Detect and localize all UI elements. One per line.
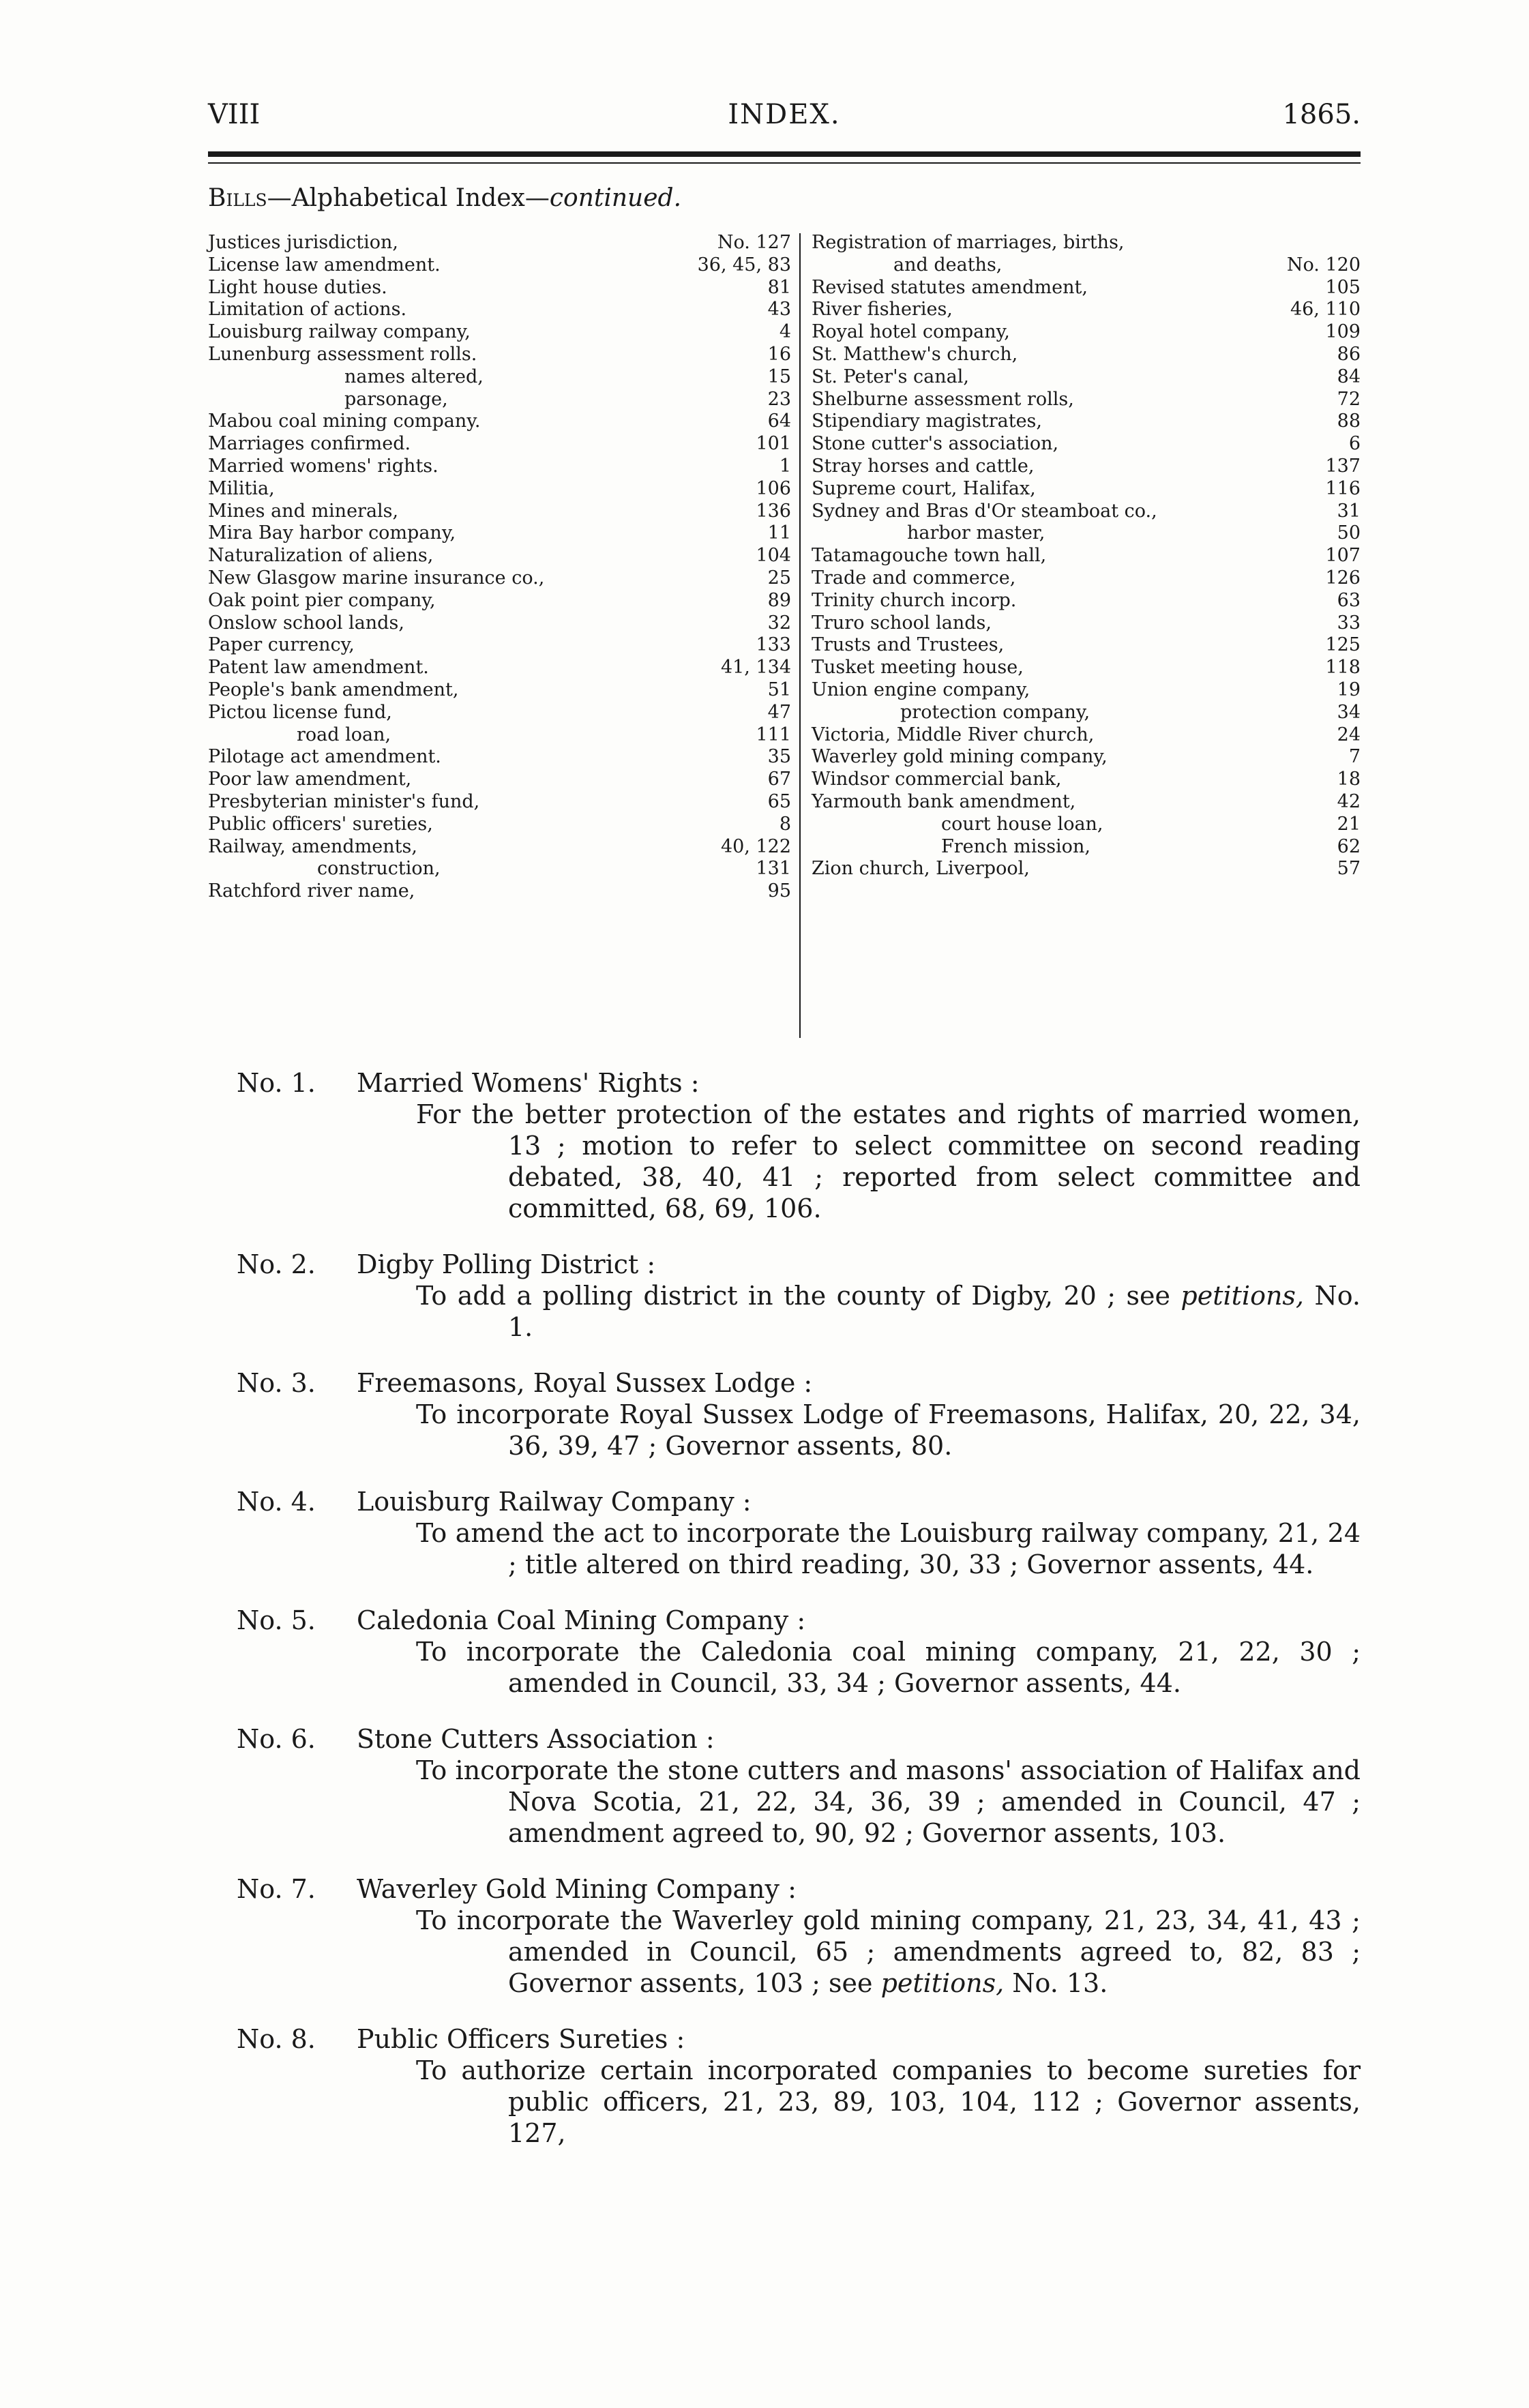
index-entry (812, 679, 1361, 702)
bill-title: Digby Polling District : (357, 1249, 656, 1279)
index-entry-label: People's bank amendment, (208, 679, 459, 700)
index-entry-label: Waverley gold mining company, (812, 746, 1108, 768)
index-entry-label: St. Peter's canal, (812, 366, 969, 387)
index-entry (812, 299, 1361, 321)
index-entry (208, 724, 791, 747)
index-entry (812, 702, 1361, 724)
index-entry-label: Stipendiary magistrates, (812, 411, 1042, 432)
index-entry-label: harbor master, (907, 522, 1045, 544)
bill-title: Waverley Gold Mining Company : (357, 1874, 797, 1904)
index-entry (812, 590, 1361, 612)
index-entry-number: 109 (1325, 321, 1361, 343)
index-entry-number: 126 (1325, 567, 1361, 589)
index-entry-label: Zion church, Liverpool, (812, 858, 1030, 880)
index-entry (208, 791, 791, 814)
index-entry (812, 411, 1361, 433)
index-entry-number: 95 (767, 880, 791, 902)
section-heading (208, 184, 681, 212)
index-entry-number: 11 (767, 522, 791, 544)
index-entry (208, 746, 791, 769)
bill-description-text: To amend the act to incorporate the Louisburg railway company, 21, 24 ; title altered on third reading, 30, 33 ; Governor assents, 44. (416, 1518, 1361, 1579)
index-entry (208, 321, 791, 344)
running-head (208, 99, 1361, 140)
index-entry-number: 62 (1337, 835, 1361, 857)
index-entry-number: 4 (779, 321, 791, 343)
index-entry (208, 769, 791, 791)
index-entry-label: Windsor commercial bank, (812, 769, 1062, 790)
index-entry (208, 277, 791, 299)
index-entry-number: 84 (1337, 366, 1361, 387)
bill-entry (208, 1873, 1361, 1999)
bill-see-reference: petitions, (1181, 1281, 1305, 1311)
bill-description (416, 2055, 1361, 2149)
index-entry-label: License law amendment. (208, 254, 441, 276)
index-entry-label: Lunenburg assessment rolls. (208, 343, 477, 365)
index-entry-number: 101 (756, 433, 791, 455)
index-entry (208, 522, 791, 545)
index-entry-number: 106 (756, 477, 791, 499)
index-entry (208, 880, 791, 903)
index-entry-label: Trusts and Trustees, (812, 634, 1005, 656)
index-entry-label: Naturalization of aliens, (208, 545, 434, 567)
index-entry-label: St. Matthew's church, (812, 343, 1018, 365)
section-heading-continued: continued. (549, 184, 682, 212)
index-entry (812, 277, 1361, 299)
index-entry-label: Marriages confirmed. (208, 433, 411, 455)
bill-title: Freemasons, Royal Sussex Lodge : (357, 1368, 813, 1398)
index-entry-label: Onslow school lands, (208, 612, 404, 634)
bill-description-text: To incorporate Royal Sussex Lodge of Freemasons, Halifax, 20, 22, 34, 36, 39, 47 ; Governor assents, 80. (416, 1399, 1361, 1461)
index-entry (812, 433, 1361, 456)
index-entry (812, 746, 1361, 769)
index-entry-number: 7 (1348, 746, 1361, 768)
bill-see-number: No. 1. (508, 1281, 1361, 1342)
bill-heading (208, 1067, 1361, 1099)
header-rule-thin (208, 162, 1361, 164)
index-column-left (208, 232, 791, 903)
index-entry (208, 679, 791, 702)
index-entry-number: 111 (756, 724, 791, 745)
index-entry (208, 612, 791, 635)
index-entry-label: Louisburg railway company, (208, 321, 471, 343)
bill-description (416, 1636, 1361, 1699)
index-entry (812, 522, 1361, 545)
index-entry-label: Ratchford river name, (208, 880, 415, 902)
index-entry-number: 46, 110 (1290, 299, 1361, 321)
index-entry-label: River fisheries, (812, 299, 953, 321)
index-entry-number: 34 (1337, 701, 1361, 723)
bill-number: No. 8. (237, 2024, 316, 2054)
index-column-right (812, 232, 1361, 880)
index-entry-number: 57 (1337, 858, 1361, 880)
index-entry-number: 65 (767, 790, 791, 812)
index-entry-number: 50 (1337, 522, 1361, 544)
index-entry (812, 321, 1361, 344)
index-entry-number: 31 (1337, 500, 1361, 522)
bill-heading (208, 2023, 1361, 2055)
index-entry-number: 35 (767, 746, 791, 768)
bill-heading (208, 1367, 1361, 1399)
bill-description-text: To authorize certain incorporated companies to become sureties for public officers, 21, 23, 89, 103, 104, 112 ; Governor assents, 127, (416, 2055, 1361, 2148)
index-entry (208, 344, 791, 366)
index-entry (208, 702, 791, 724)
index-entry (208, 232, 791, 254)
bill-entry (208, 1067, 1361, 1224)
index-entry (208, 433, 791, 456)
index-entry-label: Presbyterian minister's fund, (208, 790, 480, 812)
index-entry (208, 634, 791, 657)
index-entry-label: protection company, (900, 701, 1090, 723)
index-entry (208, 366, 791, 389)
index-entry (208, 478, 791, 501)
bill-heading (208, 1873, 1361, 1905)
index-entry (812, 389, 1361, 411)
index-entry (208, 858, 791, 880)
bill-description (416, 1399, 1361, 1461)
index-entry (812, 836, 1361, 859)
index-entry (812, 814, 1361, 836)
index-entry-number: 6 (1348, 433, 1361, 455)
index-entry-number: 63 (1337, 589, 1361, 611)
index-entry-number: 25 (767, 567, 791, 589)
index-entry-label: road loan, (297, 724, 391, 745)
index-entry-number: 32 (767, 612, 791, 634)
index-entry-number: 137 (1325, 455, 1361, 477)
header-rule-thick (208, 151, 1361, 157)
bill-number: No. 1. (237, 1068, 316, 1098)
index-entry-number: 33 (1337, 612, 1361, 634)
bill-entries (208, 1067, 1361, 2173)
index-entry-number: 107 (1325, 545, 1361, 567)
bill-title: Stone Cutters Association : (357, 1724, 715, 1754)
bill-description-text: To incorporate the stone cutters and masons' association of Halifax and Nova Scotia, 21, 22, 34, 36, 39 ; amended in Council, 47 ; amendment agreed to, 90, 92 ; Governor assents, 103. (416, 1755, 1361, 1848)
bill-number: No. 5. (237, 1605, 316, 1635)
index-entry-number: 64 (767, 411, 791, 432)
index-entry-label: Tusket meeting house, (812, 657, 1024, 679)
index-entry-label: Sydney and Bras d'Or steamboat co., (812, 500, 1157, 522)
index-entry-label: Stone cutter's association, (812, 433, 1059, 455)
index-entry-label: names altered, (344, 366, 484, 387)
index-entry-label: Revised statutes amendment, (812, 276, 1088, 298)
bill-description (416, 1517, 1361, 1580)
index-entry-number: 72 (1337, 388, 1361, 410)
index-entry-number: 1 (779, 455, 791, 477)
bill-number: No. 3. (237, 1368, 316, 1398)
index-entry-number: 118 (1325, 657, 1361, 679)
index-entry-number: 133 (756, 634, 791, 656)
index-entry-label: Trinity church incorp. (812, 589, 1017, 611)
index-entry (812, 501, 1361, 523)
index-entry-label: Stray horses and cattle, (812, 455, 1035, 477)
year: 1865. (1282, 99, 1361, 130)
index-entry-label: Mabou coal mining company. (208, 411, 481, 432)
section-heading-text: —Alphabetical Index— (267, 184, 550, 212)
index-entry-label: Tatamagouche town hall, (812, 545, 1047, 567)
bill-heading (208, 1723, 1361, 1755)
index-entry-number: 67 (767, 769, 791, 790)
index-entry-number: 116 (1325, 477, 1361, 499)
bill-description (416, 1280, 1361, 1343)
index-entry-label: Justices jurisdiction, (208, 232, 399, 253)
bill-entry (208, 1367, 1361, 1461)
index-entry (208, 657, 791, 679)
page-title: INDEX. (728, 99, 841, 130)
index-entry-number: 86 (1337, 343, 1361, 365)
bill-entry (208, 1486, 1361, 1580)
index-entry-number: 19 (1337, 679, 1361, 700)
index-entry-number: 81 (767, 276, 791, 298)
bill-description-text: To incorporate the Caledonia coal mining company, 21, 22, 30 ; amended in Council, 33, 34 ; Governor assents, 44. (416, 1637, 1361, 1698)
index-entry (208, 590, 791, 612)
index-entry (812, 634, 1361, 657)
index-entry-label: Mira Bay harbor company, (208, 522, 456, 544)
index-entry (812, 456, 1361, 478)
index-entry-label: Union engine company, (812, 679, 1030, 700)
index-entry-number: 47 (767, 701, 791, 723)
index-entry-label: Pictou license fund, (208, 701, 392, 723)
index-entry-number: 104 (756, 545, 791, 567)
index-entry-number: 40, 122 (720, 835, 791, 857)
bill-description-text: To add a polling district in the county of Digby, 20 ; see (416, 1281, 1170, 1311)
index-entry-number: 51 (767, 679, 791, 700)
index-entry-label: Public officers' sureties, (208, 813, 433, 835)
index-entry-label: court house loan, (941, 813, 1103, 835)
bill-description-text: To incorporate the Waverley gold mining company, 21, 23, 34, 41, 43 ; amended in Council, 65 ; amendments agreed to, 82, 83 ; Governor assents, 103 ; see (416, 1905, 1361, 1998)
bill-title: Public Officers Sureties : (357, 2024, 685, 2054)
index-entry (812, 366, 1361, 389)
index-entry-label: Supreme court, Halifax, (812, 477, 1036, 499)
bill-see-number: No. 13. (1004, 1968, 1108, 1998)
section-heading-caps: Bills (208, 184, 267, 212)
bill-description (416, 1099, 1361, 1224)
bill-entry (208, 2023, 1361, 2149)
index-entry (812, 232, 1361, 254)
index-entry-number: 89 (767, 589, 791, 611)
index-entry-number: 42 (1337, 790, 1361, 812)
index-entry-number: 15 (767, 366, 791, 387)
index-entry (812, 478, 1361, 501)
index-entry-label: French mission, (941, 835, 1090, 857)
index-entry-label: Patent law amendment. (208, 657, 429, 679)
index-entry-label: Oak point pier company, (208, 589, 436, 611)
index-entry-label: Mines and minerals, (208, 500, 399, 522)
index-entry-label: Victoria, Middle River church, (812, 724, 1095, 745)
index-entry-number: 16 (767, 343, 791, 365)
bill-title: Louisburg Railway Company : (357, 1487, 752, 1517)
index-entry-number: 24 (1337, 724, 1361, 745)
index-entry-label: Militia, (208, 477, 275, 499)
bill-heading (208, 1249, 1361, 1280)
index-entry-number: 105 (1325, 276, 1361, 298)
index-entry (208, 836, 791, 859)
index-entry-label: Royal hotel company, (812, 321, 1010, 343)
bill-title: Married Womens' Rights : (357, 1068, 700, 1098)
bill-description (416, 1905, 1361, 1999)
bill-entry (208, 1723, 1361, 1849)
index-entry-number: 125 (1325, 634, 1361, 656)
bill-see-reference: petitions, (880, 1968, 1005, 1998)
index-entry (812, 254, 1361, 277)
index-entry-number: 23 (767, 388, 791, 410)
index-entry-number: No. 120 (1286, 254, 1361, 276)
index-entry-label: Yarmouth bank amendment, (812, 790, 1076, 812)
index-entry-label: parsonage, (344, 388, 448, 410)
index-entry-label: Light house duties. (208, 276, 387, 298)
index-entry-label: Married womens' rights. (208, 455, 439, 477)
index-entry (812, 612, 1361, 635)
bill-number: No. 7. (237, 1874, 316, 1904)
index-entry (208, 456, 791, 478)
bill-entry (208, 1249, 1361, 1343)
index-entry-number: 8 (779, 813, 791, 835)
index-entry-number: No. 127 (717, 232, 791, 253)
index-entry (208, 254, 791, 277)
index-entry-label: Truro school lands, (812, 612, 992, 634)
index-entry (812, 545, 1361, 567)
bill-description (416, 1755, 1361, 1849)
bill-description-text: For the better protection of the estates and rights of married women, 13 ; motion to refer to select committee on second reading debated, 38, 40, 41 ; reported from select committee and committed, 68, 69, 106. (416, 1099, 1361, 1223)
index-entry (812, 858, 1361, 880)
index-entry-label: Railway, amendments, (208, 835, 417, 857)
index-entry-label: and deaths, (893, 254, 1003, 276)
bill-title: Caledonia Coal Mining Company : (357, 1605, 806, 1635)
index-entry-label: Poor law amendment, (208, 769, 412, 790)
index-entry (812, 724, 1361, 747)
page-number: VIII (208, 99, 261, 130)
index-entry (208, 299, 791, 321)
index-entry (812, 567, 1361, 590)
index-entry (812, 791, 1361, 814)
index-entry-number: 88 (1337, 411, 1361, 432)
index-entry-number: 41, 134 (720, 657, 791, 679)
bill-number: No. 2. (237, 1249, 316, 1279)
index-entry-label: Limitation of actions. (208, 299, 407, 321)
bill-heading (208, 1605, 1361, 1636)
bill-number: No. 4. (237, 1487, 316, 1517)
index-entry (208, 545, 791, 567)
index-entry (208, 501, 791, 523)
index-entry-number: 36, 45, 83 (697, 254, 791, 276)
index-entry-label: construction, (317, 858, 441, 880)
bill-number: No. 6. (237, 1724, 316, 1754)
column-divider (799, 233, 801, 1038)
index-entry-label: Paper currency, (208, 634, 355, 656)
index-entry (208, 814, 791, 836)
index-entry (208, 411, 791, 433)
index-entry (812, 344, 1361, 366)
index-entry-number: 21 (1337, 813, 1361, 835)
index-entry-label: Registration of marriages, births, (812, 232, 1125, 253)
bill-entry (208, 1605, 1361, 1699)
index-entry (812, 657, 1361, 679)
bill-heading (208, 1486, 1361, 1517)
index-entry-label: Trade and commerce, (812, 567, 1016, 589)
index-entry-label: New Glasgow marine insurance co., (208, 567, 545, 589)
index-entry-number: 43 (767, 299, 791, 321)
index-entry-label: Shelburne assessment rolls, (812, 388, 1074, 410)
index-entry-number: 136 (756, 500, 791, 522)
index-entry (208, 567, 791, 590)
index-entry-label: Pilotage act amendment. (208, 746, 441, 768)
index-entry (208, 389, 791, 411)
index-entry-number: 131 (756, 858, 791, 880)
index-entry-number: 18 (1337, 769, 1361, 790)
index-entry (812, 769, 1361, 791)
